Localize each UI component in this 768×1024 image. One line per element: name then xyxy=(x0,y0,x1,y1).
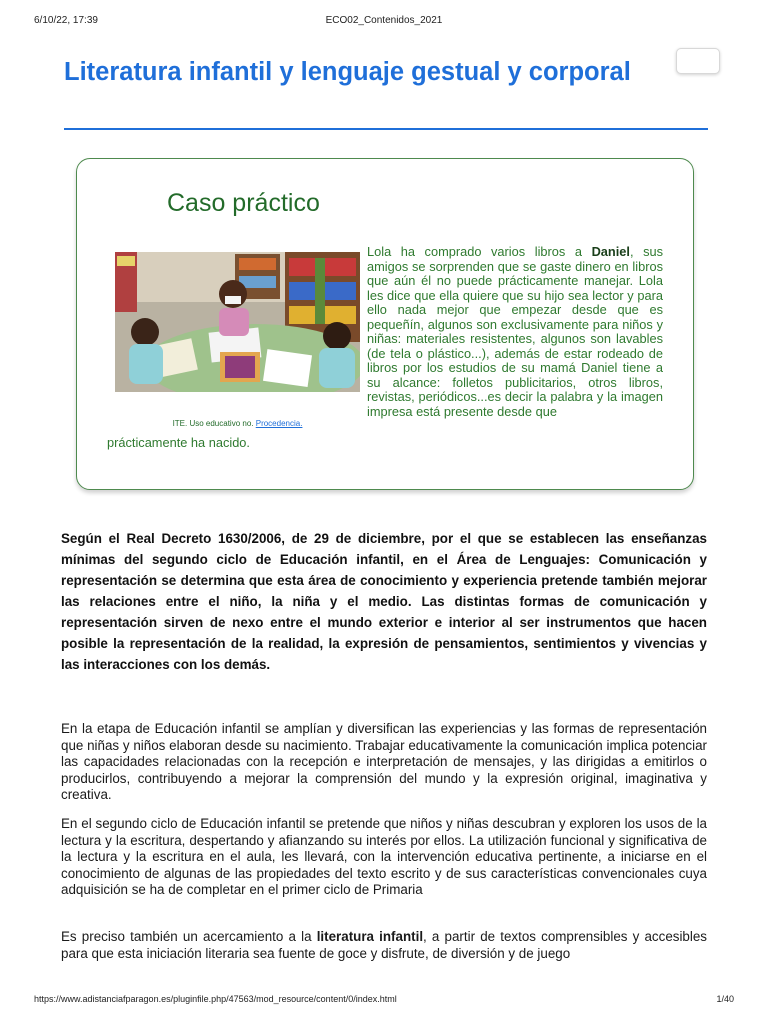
photo-caption-text: ITE. Uso educativo no. xyxy=(172,419,254,428)
classroom-photo xyxy=(115,252,360,392)
photo-source-link[interactable]: Procedencia. xyxy=(255,419,303,428)
paragraph-3-end: , a partir de textos comprensibles y accesibles para que esta iniciación literaria sea fuente de goce y disfrute, de diversión y de juego xyxy=(61,929,707,961)
paragraph-2: En el segundo ciclo de Educación infantil se pretende que niños y niñas descubran y exploren los usos de la lectura y la escritura, despertando y afianzando su interés por ellos. La utilización funcional y significativa de la lectura y la escritura en el aula, les llevará, con la intervención educativa pertinente, a iniciarse en el conocimiento de algunas de las propiedades del texto escrito y de sus características convencionales cuya adquisición se ha de completar en el primer ciclo de Primaria xyxy=(61,816,707,897)
print-datetime: 6/10/22, 17:39 xyxy=(34,15,98,26)
print-url: https://www.adistanciafparagon.es/pluginfile.php/47563/mod_resource/content/0/index.html xyxy=(34,994,397,1004)
case-text-rest: , sus amigos se sorprenden que se gaste dinero en libros que aún él no puede prácticamente manejar. Lola les dice que ella quiere que su hijo sea lector y para ello nada mejor que empezar desde que es pequeñín, algunos son exclusivamente para niños y niñas: materiales resistentes, algunos son lavables (de tela o plástico...), además de estar rodeado de libros por los estudios de su mamá Daniel tiene a su alcance: folletos publicitarios, otros libros, revistas, periódicos...es decir la palabra y la imagen impresa está presente desde que xyxy=(367,244,664,419)
case-name-daniel: Daniel xyxy=(591,244,630,259)
paragraph-3-start: Es preciso también un acercamiento a la xyxy=(61,929,317,944)
print-doc-title: ECO02_Contenidos_2021 xyxy=(325,15,443,26)
case-study-text-tail: prácticamente ha nacido. xyxy=(107,435,250,450)
case-study-heading: Caso práctico xyxy=(167,189,320,217)
photo-caption xyxy=(115,419,360,428)
print-page-number: 1/40 xyxy=(716,994,734,1004)
literatura-infantil-bold: literatura infantil xyxy=(316,929,424,944)
paragraph-3 xyxy=(61,929,707,962)
page-title: Literatura infantil y lenguaje gestual y corporal xyxy=(64,58,631,86)
paragraph-1: En la etapa de Educación infantil se amplían y diversifican las experiencias y las formas de representación que niñas y niños elaboran desde su nacimiento. Trabajar educativamente la comunicación implica potenciar las capacidades relacionadas con la recepción e interpretación de mensajes, y las dirigidas a emitirlos o producirlos, contribuyendo a mejorar la comprensión del mundo y la expresión original, imaginativa y creativa. xyxy=(61,721,707,802)
case-text-start: Lola ha comprado varios libros a xyxy=(367,244,592,259)
case-study-text xyxy=(367,245,663,419)
case-study-box xyxy=(76,158,694,490)
decree-paragraph: Según el Real Decreto 1630/2006, de 29 de diciembre, por el que se establecen las enseñanzas mínimas del segundo ciclo de Educación infantil, en el Área de Lenguajes: Comunicación y representación se determina que esta área de conocimiento y experiencia pretende también mejorar las relaciones entre el niño, la niña y el medio. Las distintas formas de comunicación y representación sirven de nexo entre el mundo exterior e interior al ser instrumentos que hacen posible la representación de la realidad, la expresión de pensamientos, sentimientos y vivencias y las interacciones con los demás. xyxy=(61,531,707,672)
title-underline xyxy=(64,128,708,130)
